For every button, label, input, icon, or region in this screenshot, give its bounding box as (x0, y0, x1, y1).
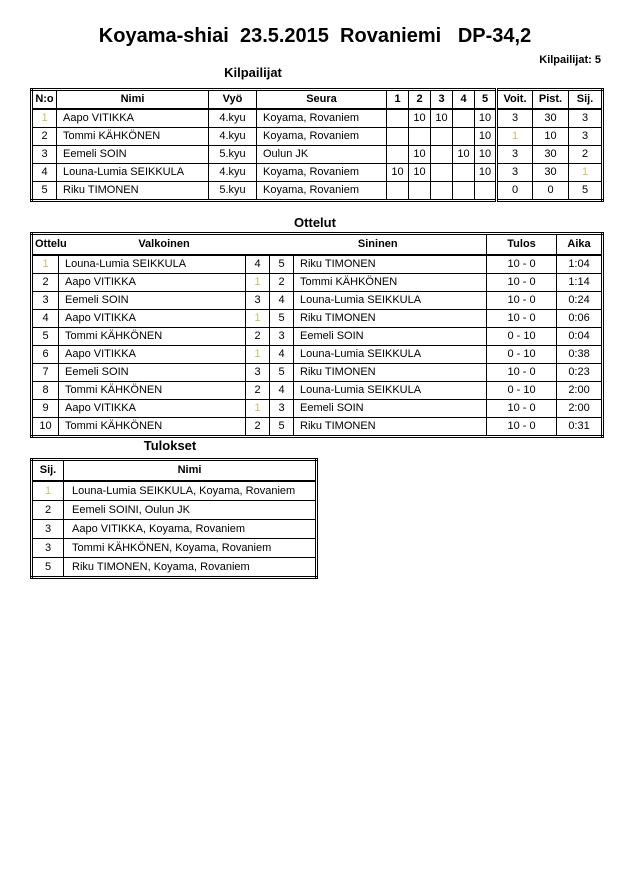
points-cell: 30 (533, 146, 569, 164)
ottelut-heading: Ottelut (294, 215, 336, 230)
table-row (32, 310, 603, 328)
time-cell: 0:23 (557, 364, 603, 382)
col-header-sij: Sij. (32, 460, 64, 482)
blue-number-cell: 4 (270, 382, 294, 400)
match-number-cell: 5 (32, 328, 59, 346)
page-title: Koyama-shiai 23.5.2015 Rovaniemi DP-34,2 (98, 25, 532, 47)
result-matrix-cell (453, 128, 475, 146)
score-cell: 10 - 0 (487, 418, 557, 437)
table-row (32, 274, 603, 292)
score-cell: 10 - 0 (487, 292, 557, 310)
table-row (32, 255, 603, 274)
white-name-cell: Aapo VITIKKA (59, 346, 246, 364)
white-name-cell: Eemeli SOIN (59, 364, 246, 382)
col-header-3: 3 (431, 90, 453, 110)
result-matrix-cell (431, 146, 453, 164)
score-cell: 10 - 0 (487, 274, 557, 292)
result-matrix-cell: 10 (475, 109, 497, 128)
white-number-cell: 2 (246, 382, 270, 400)
blue-name-cell: Eemeli SOIN (294, 328, 487, 346)
club-cell: Koyama, Rovaniem (257, 109, 387, 128)
belt-cell: 5.kyu (209, 146, 257, 164)
table-row (32, 558, 317, 578)
tulokset-body (32, 481, 317, 578)
ottelut-body (32, 255, 603, 437)
white-number-cell: 1 (246, 400, 270, 418)
blue-name-cell: Louna-Lumia SEIKKULA (294, 292, 487, 310)
time-cell: 1:04 (557, 255, 603, 274)
blue-number-cell: 4 (270, 346, 294, 364)
result-name-cell: Tommi KÄHKÖNEN, Koyama, Rovaniem (64, 539, 317, 558)
rank-cell: 3 (569, 128, 603, 146)
table-row (32, 400, 603, 418)
col-header-4: 4 (453, 90, 475, 110)
result-matrix-cell (431, 164, 453, 182)
result-matrix-cell (387, 109, 409, 128)
col-header-nimi: Nimi (64, 460, 317, 482)
competitor-number-cell: 5 (32, 182, 57, 201)
blue-name-cell: Tommi KÄHKÖNEN (294, 274, 487, 292)
competitor-number-cell: 2 (32, 128, 57, 146)
col-header-ottelu: Ottelu (32, 234, 59, 256)
blue-number-cell: 3 (270, 328, 294, 346)
col-header-1: 1 (387, 90, 409, 110)
belt-cell: 5.kyu (209, 182, 257, 201)
table-row (32, 292, 603, 310)
table-row (32, 109, 603, 128)
result-matrix-cell (475, 182, 497, 201)
match-number-cell: 7 (32, 364, 59, 382)
result-matrix-cell: 10 (409, 146, 431, 164)
blue-number-cell: 5 (270, 310, 294, 328)
time-cell: 1:14 (557, 274, 603, 292)
white-number-cell: 1 (246, 346, 270, 364)
rank-cell: 2 (569, 146, 603, 164)
points-cell: 0 (533, 182, 569, 201)
white-name-cell: Tommi KÄHKÖNEN (59, 418, 246, 437)
competitor-name-cell: Tommi KÄHKÖNEN (57, 128, 209, 146)
result-name-cell: Eemeli SOINI, Oulun JK (64, 501, 317, 520)
blue-name-cell: Riku TIMONEN (294, 310, 487, 328)
match-number-cell: 10 (32, 418, 59, 437)
score-cell: 0 - 10 (487, 382, 557, 400)
result-matrix-cell (409, 182, 431, 201)
rank-cell: 5 (32, 558, 64, 578)
result-matrix-cell (453, 109, 475, 128)
competitor-number-cell: 4 (32, 164, 57, 182)
white-name-cell: Tommi KÄHKÖNEN (59, 328, 246, 346)
white-number-cell: 2 (246, 328, 270, 346)
col-header-5: 5 (475, 90, 497, 110)
col-header-seura: Seura (257, 90, 387, 110)
time-cell: 0:38 (557, 346, 603, 364)
match-number-cell: 4 (32, 310, 59, 328)
col-header-2: 2 (409, 90, 431, 110)
match-number-cell: 1 (32, 255, 59, 274)
score-cell: 0 - 10 (487, 346, 557, 364)
score-cell: 0 - 10 (487, 328, 557, 346)
match-number-cell: 2 (32, 274, 59, 292)
col-header-aika: Aika (557, 234, 603, 256)
result-matrix-cell: 10 (409, 109, 431, 128)
competitor-number-cell: 1 (32, 109, 57, 128)
white-number-cell: 2 (246, 418, 270, 437)
col-header-sininen: Sininen (270, 234, 487, 256)
result-matrix-cell (387, 128, 409, 146)
competitor-name-cell: Louna-Lumia SEIKKULA (57, 164, 209, 182)
time-cell: 0:24 (557, 292, 603, 310)
result-matrix-cell: 10 (431, 109, 453, 128)
col-header-vyo: Vyö (209, 90, 257, 110)
wins-cell: 3 (497, 164, 533, 182)
table-row (32, 182, 603, 201)
rank-cell: 3 (569, 109, 603, 128)
competitor-name-cell: Eemeli SOIN (57, 146, 209, 164)
result-matrix-cell (387, 182, 409, 201)
result-matrix-cell: 10 (475, 146, 497, 164)
rank-cell: 1 (32, 481, 64, 501)
time-cell: 0:04 (557, 328, 603, 346)
blue-name-cell: Riku TIMONEN (294, 255, 487, 274)
col-header-voit: Voit. (497, 90, 533, 110)
rank-cell: 3 (32, 520, 64, 539)
wins-cell: 0 (497, 182, 533, 201)
ottelut-header-row (32, 234, 603, 256)
result-matrix-cell: 10 (475, 164, 497, 182)
result-matrix-cell: 10 (387, 164, 409, 182)
match-number-cell: 8 (32, 382, 59, 400)
rank-cell: 1 (569, 164, 603, 182)
result-matrix-cell (453, 182, 475, 201)
white-name-cell: Eemeli SOIN (59, 292, 246, 310)
match-number-cell: 3 (32, 292, 59, 310)
score-cell: 10 - 0 (487, 400, 557, 418)
blue-name-cell: Riku TIMONEN (294, 364, 487, 382)
points-cell: 10 (533, 128, 569, 146)
col-header-valkoinen: Valkoinen (59, 234, 270, 256)
col-header-no: N:o (32, 90, 57, 110)
blue-number-cell: 5 (270, 255, 294, 274)
tulokset-table (30, 458, 318, 579)
points-cell: 30 (533, 109, 569, 128)
white-name-cell: Aapo VITIKKA (59, 310, 246, 328)
score-cell: 10 - 0 (487, 310, 557, 328)
result-matrix-cell (409, 128, 431, 146)
club-cell: Koyama, Rovaniem (257, 182, 387, 201)
col-header-tulos: Tulos (487, 234, 557, 256)
table-row (32, 481, 317, 501)
blue-name-cell: Riku TIMONEN (294, 418, 487, 437)
blue-name-cell: Eemeli SOIN (294, 400, 487, 418)
result-name-cell: Riku TIMONEN, Koyama, Rovaniem (64, 558, 317, 578)
blue-number-cell: 5 (270, 418, 294, 437)
table-row (32, 501, 317, 520)
result-matrix-cell (431, 128, 453, 146)
kilpailijat-body (32, 109, 603, 201)
table-row (32, 539, 317, 558)
tulokset-header-row (32, 460, 317, 482)
result-matrix-cell: 10 (453, 146, 475, 164)
result-matrix-cell (387, 146, 409, 164)
white-name-cell: Aapo VITIKKA (59, 400, 246, 418)
rank-cell: 3 (32, 539, 64, 558)
belt-cell: 4.kyu (209, 128, 257, 146)
wins-cell: 1 (497, 128, 533, 146)
blue-name-cell: Louna-Lumia SEIKKULA (294, 346, 487, 364)
rank-cell: 5 (569, 182, 603, 201)
white-number-cell: 3 (246, 292, 270, 310)
table-row (32, 382, 603, 400)
col-header-nimi: Nimi (57, 90, 209, 110)
result-matrix-cell: 10 (475, 128, 497, 146)
competitors-count: Kilpailijat: 5 (539, 54, 601, 66)
club-cell: Koyama, Rovaniem (257, 128, 387, 146)
white-name-cell: Louna-Lumia SEIKKULA (59, 255, 246, 274)
rank-cell: 2 (32, 501, 64, 520)
time-cell: 2:00 (557, 400, 603, 418)
points-cell: 30 (533, 164, 569, 182)
belt-cell: 4.kyu (209, 164, 257, 182)
col-header-sij: Sij. (569, 90, 603, 110)
kilpailijat-heading: Kilpailijat (224, 65, 282, 80)
white-number-cell: 1 (246, 274, 270, 292)
result-name-cell: Louna-Lumia SEIKKULA, Koyama, Rovaniem (64, 481, 317, 501)
table-row (32, 164, 603, 182)
time-cell: 0:31 (557, 418, 603, 437)
table-row (32, 346, 603, 364)
result-matrix-cell (453, 164, 475, 182)
white-number-cell: 1 (246, 310, 270, 328)
belt-cell: 4.kyu (209, 109, 257, 128)
table-row (32, 520, 317, 539)
match-number-cell: 6 (32, 346, 59, 364)
ottelut-table (30, 232, 604, 438)
club-cell: Oulun JK (257, 146, 387, 164)
competitor-number-cell: 3 (32, 146, 57, 164)
time-cell: 0:06 (557, 310, 603, 328)
wins-cell: 3 (497, 146, 533, 164)
table-row (32, 364, 603, 382)
kilpailijat-table (30, 88, 604, 202)
wins-cell: 3 (497, 109, 533, 128)
white-number-cell: 4 (246, 255, 270, 274)
table-row (32, 146, 603, 164)
blue-number-cell: 2 (270, 274, 294, 292)
result-matrix-cell: 10 (409, 164, 431, 182)
blue-number-cell: 5 (270, 364, 294, 382)
competitor-name-cell: Riku TIMONEN (57, 182, 209, 201)
competitor-name-cell: Aapo VITIKKA (57, 109, 209, 128)
time-cell: 2:00 (557, 382, 603, 400)
kilpailijat-header-row (32, 90, 603, 110)
white-name-cell: Tommi KÄHKÖNEN (59, 382, 246, 400)
tulokset-heading: Tulokset (143, 438, 197, 453)
table-row (32, 128, 603, 146)
blue-number-cell: 4 (270, 292, 294, 310)
result-name-cell: Aapo VITIKKA, Koyama, Rovaniem (64, 520, 317, 539)
table-row (32, 328, 603, 346)
result-matrix-cell (431, 182, 453, 201)
col-header-pist: Pist. (533, 90, 569, 110)
table-row (32, 418, 603, 437)
score-cell: 10 - 0 (487, 364, 557, 382)
white-number-cell: 3 (246, 364, 270, 382)
white-name-cell: Aapo VITIKKA (59, 274, 246, 292)
club-cell: Koyama, Rovaniem (257, 164, 387, 182)
blue-name-cell: Louna-Lumia SEIKKULA (294, 382, 487, 400)
match-number-cell: 9 (32, 400, 59, 418)
blue-number-cell: 3 (270, 400, 294, 418)
score-cell: 10 - 0 (487, 255, 557, 274)
